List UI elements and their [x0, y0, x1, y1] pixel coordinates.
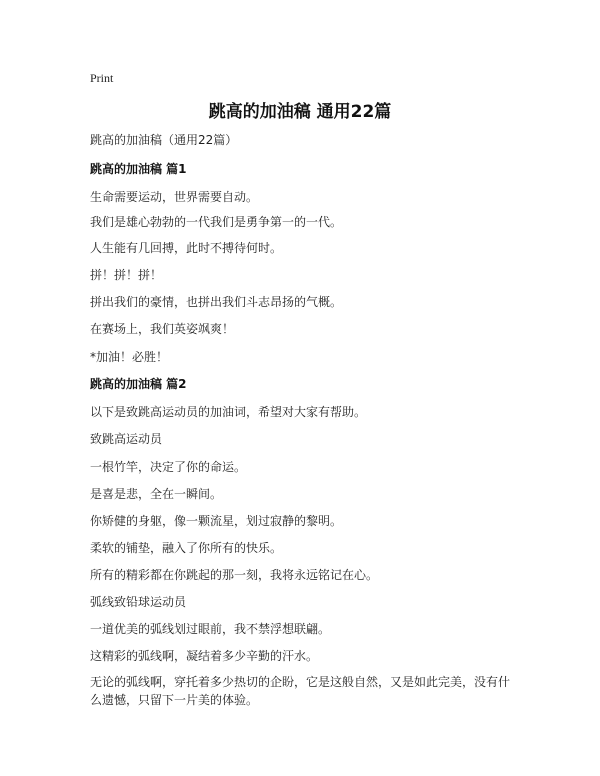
- paragraph: 人生能有几回搏，此时不搏待何时。: [90, 241, 283, 255]
- section-heading-2: 跳高的加油稿 篇2: [90, 377, 187, 391]
- paragraph: 一根竹竿，决定了你的命运。: [90, 460, 247, 474]
- paragraph: 你矫健的身躯，像一颗流星，划过寂静的黎明。: [90, 514, 343, 528]
- section-heading-1: 跳高的加油稿 篇1: [90, 162, 187, 176]
- paragraph: 柔软的铺垫，融入了你所有的快乐。: [90, 541, 283, 555]
- paragraph: 弧线致铅球运动员: [90, 595, 187, 609]
- paragraph: 无论的弧线啊，穿托着多少热切的企盼，它是这般自然，又是如此完美，没有什么遗憾，只留下一片美的体验。: [90, 675, 511, 707]
- page-title: 跳高的加油稿 通用22篇: [208, 102, 392, 122]
- paragraph: 是喜是悲，全在一瞬间。: [90, 487, 223, 501]
- paragraph: *加油！必胜！: [90, 350, 169, 364]
- paragraph: 致跳高运动员: [90, 432, 163, 446]
- paragraph: 拼出我们的豪情，也拼出我们斗志昂扬的气概。: [90, 295, 343, 309]
- paragraph: 拼！拼！拼！: [90, 268, 163, 282]
- paragraph: 我们是雄心勃勃的一代我们是勇争第一的一代。: [90, 215, 343, 229]
- document-subtitle: 跳高的加油稿（通用22篇）: [90, 133, 238, 147]
- paragraph: 一道优美的弧线划过眼前，我不禁浮想联翩。: [90, 622, 331, 636]
- print-label[interactable]: Print: [90, 71, 114, 85]
- paragraph: 在赛场上，我们英姿飒爽！: [90, 322, 235, 336]
- paragraph: 这精彩的弧线啊，凝结着多少辛勤的汗水。: [90, 649, 319, 663]
- paragraph: 所有的精彩都在你跳起的那一刻，我将永远铭记在心。: [90, 568, 379, 582]
- paragraph: 生命需要运动，世界需要自动。: [90, 190, 259, 204]
- paragraph: 以下是致跳高运动员的加油词，希望对大家有帮助。: [90, 405, 367, 419]
